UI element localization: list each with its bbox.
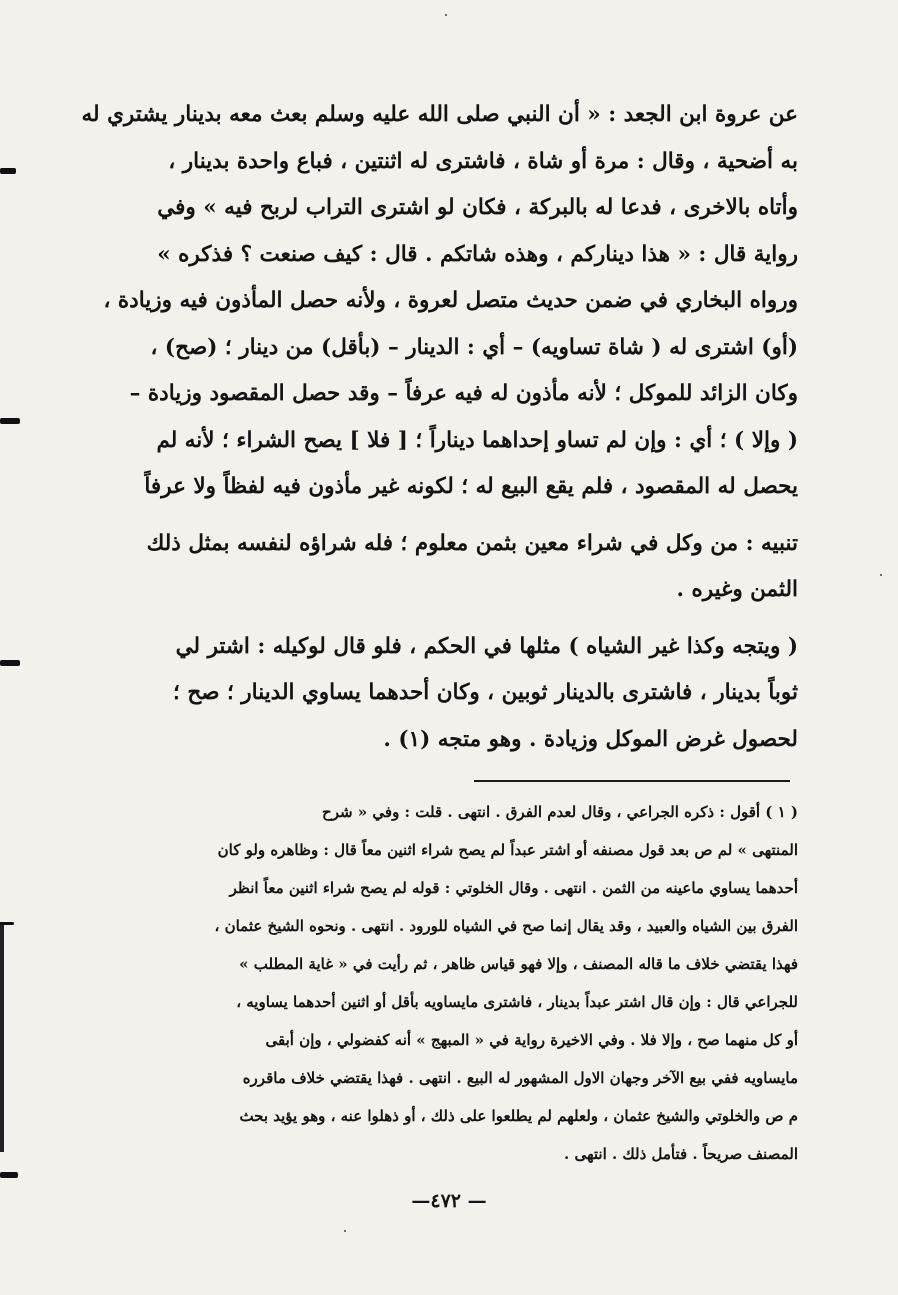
text-line: وكان الزائد للموكل ؛ لأنه مأذون له فيه عرفاً – وقد حصل المقصود وزيادة – [129, 381, 798, 406]
text-line: ورواه البخاري في ضمن حديث متصل لعروة ، ولأنه حصل المأذون فيه وزيادة ، [103, 288, 798, 313]
footnote-line: ( ١ ) أقول : ذكره الجراعي ، وقال لعدم الفرق . انتهى . قلت : وفي « شرح [322, 803, 798, 821]
scan-speck [880, 574, 882, 576]
paragraph-gap [190, 511, 798, 521]
paragraph-gap [190, 614, 798, 624]
footnote-line: المصنف صريحاً . فتأمل ذلك . انتهى . [564, 1145, 798, 1163]
tanbih-line: تنبيه : من وكل في شراء معين بثمن معلوم ؛ فله شراؤه لنفسه بمثل ذلك [146, 530, 798, 556]
main-text [81, 92, 798, 763]
footnote-line: أو كل منهما صح ، وإلا فلا . وفي الاخيرة رواية في « المبهج » أنه كفضولي ، وإن أبقى [265, 1031, 798, 1049]
text-line: ثوباً بدينار ، فاشترى بالدينار ثوبين ، وكان أحدهما يساوي الدينار ؛ صح ؛ [173, 680, 798, 705]
footnote-line: أحدهما يساوي ماعينه من الثمن . انتهى . وقال الخلوتي : قوله لم يصح شراء اثنين معاً انظر [229, 879, 798, 897]
footnote-line: م ص والخلوتي والشيخ عثمان ، ولعلهم لم يطلعوا على ذلك ، أو ذهلوا عنه ، وهو يؤيد بحث [239, 1107, 798, 1125]
scan-edge-mark [0, 660, 20, 666]
text-line: يحصل له المقصود ، فلم يقع البيع له ؛ لكونه غير مأذون فيه لفظاً ولا عرفاً [144, 474, 798, 499]
footnote-line: مايساويه ففي بيع الآخر وجهان الاول المشهور له البيع . انتهى . فهذا يقتضي خلاف ماقرره [242, 1069, 798, 1087]
footnote-line: فهذا يقتضي خلاف ما قاله المصنف ، وإلا فهو قياس ظاهر ، ثم رأيت في « غاية المطلب » [239, 955, 798, 973]
text-line: وأتاه بالاخرى ، فدعا له بالبركة ، فكان لو اشترى التراب لربح فيه » وفي [157, 195, 798, 220]
scan-speck [344, 1230, 346, 1232]
text-line: (أو) اشترى له ( شاة تساويه) – أي : الدينار – (بأقل) من دينار ؛ (صح) ، [150, 334, 798, 360]
text-line: به أضحية ، وقال : مرة أو شاة ، فاشترى له اثنتين ، فباع واحدة بدينار ، [168, 148, 798, 174]
page-number: — ٤٧٢— [411, 1190, 487, 1212]
text-line: لحصول غرض الموكل وزيادة . وهو متجه (١) . [383, 726, 798, 752]
footnote-line: الفرق بين الشياه والعبيد ، وقد يقال إنما صح في الشياه للورود . انتهى . ونحوه الشيخ عثمان ، [214, 917, 798, 935]
footnote-line: للجراعي قال : وإن قال اشتر عبداً بدينار ، فاشترى مايساويه بأقل أو اثنين أحدهما يساويه ، [236, 993, 798, 1011]
scan-edge-mark [0, 418, 20, 424]
text-line: عن عروة ابن الجعد : « أن النبي صلى الله عليه وسلم بعث معه بدينار يشتري له [81, 102, 798, 127]
scan-edge-mark [0, 1172, 18, 1178]
text-line: رواية قال : « هذا ديناركم ، وهذه شاتكم . قال : كيف صنعت ؟ فذكره » [157, 241, 798, 267]
footnote-line: المنتهى » لم ص بعد قول مصنفه أو اشتر عبداً لم يصح شراء اثنين معاً قال : وظاهره ولو كان [217, 841, 798, 859]
tanbih-line: الثمن وغيره . [676, 577, 798, 602]
scan-edge-bar [0, 922, 4, 1152]
text-line: ( ويتجه وكذا غير الشياه ) مثلها في الحكم ، فلو قال لوكيله : اشتر لي [175, 633, 798, 659]
text-line: ( وإلا ) ؛ أي : وإن لم تساو إحداهما ديناراً ؛ [ فلا ] يصح الشراء ؛ لأنه لم [156, 427, 798, 453]
scan-speck [445, 14, 447, 16]
scan-edge-mark [0, 922, 14, 925]
footnote-separator [474, 780, 790, 782]
footnotes [192, 793, 798, 1173]
scan-edge-mark [0, 168, 16, 174]
